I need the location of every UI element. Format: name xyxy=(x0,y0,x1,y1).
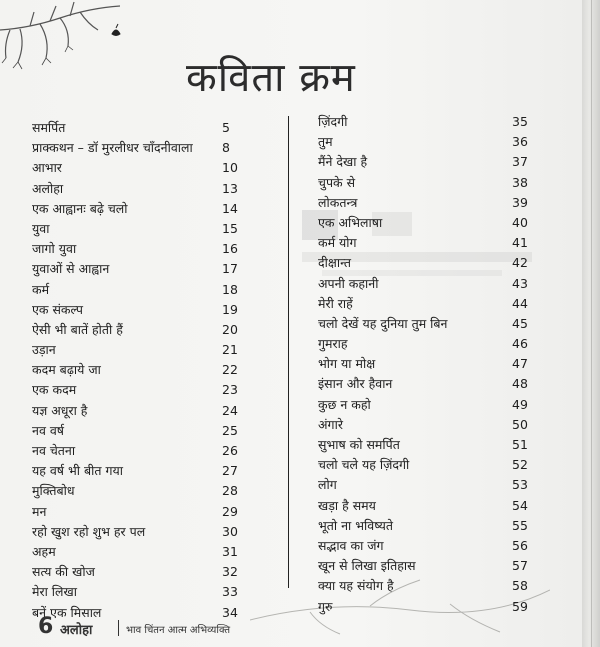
toc-entry-title: प्राक्कथन – डॉ मुरलीधर चाँदनीवाला xyxy=(32,140,193,156)
toc-entry xyxy=(32,380,242,400)
toc-entry-page: 37 xyxy=(512,154,528,170)
toc-entry-title: मैंने देखा है xyxy=(318,154,368,170)
toc-entry xyxy=(318,536,530,556)
toc-entry xyxy=(318,334,530,354)
toc-left-column xyxy=(32,118,242,623)
page-edge-line xyxy=(591,0,592,647)
toc-entry-title: सत्य की खोज xyxy=(32,564,95,580)
toc-entry xyxy=(318,274,530,294)
toc-entry-page: 49 xyxy=(512,396,528,412)
toc-entry xyxy=(318,475,530,495)
toc-entry-title: युवाओं से आह्वान xyxy=(32,261,110,277)
footer-tagline: भाव चिंतन आत्म अभिव्यक्ति xyxy=(126,625,231,636)
toc-entry-page: 29 xyxy=(222,503,238,519)
toc-entry-title: एक कदम xyxy=(32,382,77,398)
toc-entry-page: 41 xyxy=(512,235,528,251)
toc-entry-title: भूतो ना भविष्यते xyxy=(318,517,394,533)
toc-entry xyxy=(318,233,530,253)
toc-entry-title: लोकतन्त्र xyxy=(318,194,358,210)
toc-entry-page: 50 xyxy=(512,416,528,432)
toc-entry-page: 23 xyxy=(222,382,238,398)
toc-entry-title: चलो चले यह ज़िंदगी xyxy=(318,457,410,473)
toc-entry-title: ऐसी भी बातें होती हैं xyxy=(32,321,123,337)
toc-entry-page: 17 xyxy=(222,261,238,277)
toc-entry xyxy=(318,193,530,213)
toc-entry-page: 15 xyxy=(222,220,238,236)
toc-entry-title: एक आह्वानः बढ़े चलो xyxy=(32,200,128,216)
toc-entry-title: मेरी राहें xyxy=(318,295,353,311)
column-divider xyxy=(288,116,289,588)
toc-entry-page: 31 xyxy=(222,543,238,559)
toc-entry-page: 48 xyxy=(512,376,528,392)
toc-entry-title: नव वर्ष xyxy=(32,422,65,438)
toc-entry-page: 13 xyxy=(222,180,238,196)
toc-entry xyxy=(318,415,530,435)
toc-entry xyxy=(32,441,242,461)
toc-entry xyxy=(318,374,530,394)
toc-entry xyxy=(318,213,530,233)
toc-entry xyxy=(32,542,242,562)
toc-entry-page: 39 xyxy=(512,194,528,210)
toc-entry-page: 14 xyxy=(222,200,238,216)
toc-entry xyxy=(318,435,530,455)
toc-entry-page: 34 xyxy=(222,604,238,620)
toc-entry xyxy=(318,354,530,374)
toc-entry-title: यह वर्ष भी बीत गया xyxy=(32,463,124,479)
branch-illustration xyxy=(0,0,140,80)
toc-entry xyxy=(318,516,530,536)
toc-entry-page: 26 xyxy=(222,443,238,458)
toc-entry xyxy=(32,320,242,340)
toc-entry-title: बनें एक मिसाल xyxy=(32,604,102,620)
toc-entry xyxy=(32,502,242,522)
toc-entry-page: 55 xyxy=(512,517,528,533)
toc-entry-title: खड़ा है समय xyxy=(318,497,376,513)
toc-entry xyxy=(32,461,242,481)
toc-entry-title: चुपके से xyxy=(318,174,356,190)
toc-entry-title: भोग या मोक्ष xyxy=(318,356,376,372)
toc-entry-page: 58 xyxy=(512,578,528,594)
toc-entry-title: चलो देखें यह दुनिया तुम बिन xyxy=(318,315,448,331)
toc-entry-title: समर्पित xyxy=(32,120,66,135)
toc-entry-title: इंसान और हैवान xyxy=(318,376,393,392)
toc-entry-page: 36 xyxy=(512,134,528,150)
toc-entry-page: 35 xyxy=(512,114,528,129)
toc-entry xyxy=(32,360,242,380)
toc-entry-page: 47 xyxy=(512,356,528,372)
toc-entry-title: एक संकल्प xyxy=(32,301,83,317)
toc-entry-page: 30 xyxy=(222,523,238,539)
toc-entry-page: 10 xyxy=(222,160,238,176)
toc-entry-title: कुछ न कहो xyxy=(318,396,371,412)
toc-entry xyxy=(318,173,530,193)
toc-entry-page: 42 xyxy=(512,255,528,271)
toc-entry xyxy=(318,253,530,273)
toc-entry-title: मेरा लिखा xyxy=(32,584,77,600)
toc-entry xyxy=(32,300,242,320)
toc-entry-page: 54 xyxy=(512,497,528,513)
toc-entry-title: ज़िंदगी xyxy=(318,114,348,129)
toc-entry xyxy=(318,294,530,314)
toc-entry-title: लोग xyxy=(318,477,337,493)
toc-entry-page: 32 xyxy=(222,564,238,580)
toc-entry-page: 25 xyxy=(222,422,238,438)
toc-entry xyxy=(318,152,530,172)
toc-entry-page: 56 xyxy=(512,537,528,553)
toc-entry xyxy=(32,179,242,199)
toc-entry-page: 27 xyxy=(222,463,238,479)
toc-entry xyxy=(318,395,530,415)
toc-entry xyxy=(32,582,242,602)
toc-entry-title: यज्ञ अधूरा है xyxy=(32,402,88,418)
toc-entry-title: नव चेतना xyxy=(32,443,76,458)
toc-entry-page: 38 xyxy=(512,174,528,190)
footer-book-title: अलोहा xyxy=(60,623,93,638)
toc-entry xyxy=(318,556,530,576)
toc-entry-title: कर्म xyxy=(32,281,50,297)
toc-entry xyxy=(32,481,242,501)
toc-entry xyxy=(32,118,242,138)
toc-entry xyxy=(32,522,242,542)
toc-entry-page: 51 xyxy=(512,437,528,452)
toc-entry xyxy=(32,562,242,582)
toc-entry-title: अहम xyxy=(32,543,56,559)
toc-entry-page: 44 xyxy=(512,295,528,311)
toc-entry-title: गुमराह xyxy=(318,336,348,352)
toc-entry-page: 59 xyxy=(512,598,528,614)
toc-entry-title: मुक्तिबोध xyxy=(32,483,75,499)
toc-entry xyxy=(318,496,530,516)
toc-entry-title: मन xyxy=(32,503,47,519)
bird-icon xyxy=(112,24,120,36)
toc-entry-title: जागो युवा xyxy=(32,241,77,257)
toc-entry-page: 22 xyxy=(222,362,238,378)
toc-entry xyxy=(318,455,530,475)
toc-entry xyxy=(318,314,530,334)
toc-entry-title: कदम बढ़ाये जा xyxy=(32,362,101,378)
toc-entry-title: सुभाष को समर्पित xyxy=(318,437,400,452)
toc-entry-page: 57 xyxy=(512,558,528,574)
toc-entry-page: 19 xyxy=(222,301,238,317)
toc-entry-page: 45 xyxy=(512,315,528,331)
toc-entry-page: 24 xyxy=(222,402,238,418)
toc-entry-title: क्या यह संयोग है xyxy=(318,578,394,594)
toc-right-column xyxy=(318,112,530,617)
toc-entry-title: उड़ान xyxy=(32,342,56,358)
toc-entry-page: 21 xyxy=(222,342,238,358)
toc-entry-title: तुम xyxy=(318,134,333,150)
toc-entry xyxy=(32,421,242,441)
toc-entry-page: 18 xyxy=(222,281,238,297)
toc-entry xyxy=(32,401,242,421)
toc-entry xyxy=(32,138,242,158)
toc-entry-page: 53 xyxy=(512,477,528,493)
page-title: कविता क्रम xyxy=(186,55,356,101)
toc-entry-page: 20 xyxy=(222,321,238,337)
toc-entry-page: 43 xyxy=(512,275,528,291)
toc-entry-title: अलोहा xyxy=(32,180,64,196)
toc-entry-title: दीक्षान्त xyxy=(318,255,352,271)
toc-entry-title: युवा xyxy=(32,220,50,236)
toc-entry-page: 46 xyxy=(512,336,528,352)
toc-entry-title: रहो खुश रहो शुभ हर पल xyxy=(32,523,146,539)
toc-entry-page: 40 xyxy=(512,214,528,230)
toc-entry xyxy=(318,576,530,596)
toc-entry xyxy=(32,199,242,219)
toc-entry xyxy=(318,597,530,617)
toc-entry-page: 16 xyxy=(222,241,238,257)
toc-entry xyxy=(32,158,242,178)
toc-entry-title: खून से लिखा इतिहास xyxy=(318,558,416,574)
toc-entry xyxy=(32,219,242,239)
toc-entry-page: 5 xyxy=(222,120,230,135)
toc-entry-title: कर्म योग xyxy=(318,235,357,251)
toc-entry-title: गुरु xyxy=(318,598,333,614)
toc-entry xyxy=(318,132,530,152)
toc-entry xyxy=(32,340,242,360)
toc-entry-title: अंगारे xyxy=(318,416,343,432)
toc-entry-page: 8 xyxy=(222,140,230,156)
toc-entry xyxy=(318,112,530,132)
toc-entry-page: 28 xyxy=(222,483,238,499)
toc-entry-page: 52 xyxy=(512,457,528,473)
toc-entry xyxy=(32,239,242,259)
toc-entry-title: सद्भाव का जंग xyxy=(318,537,384,553)
toc-entry-title: आभार xyxy=(32,160,62,176)
toc-entry-title: अपनी कहानी xyxy=(318,275,379,291)
toc-entry-page: 33 xyxy=(222,584,238,600)
footer-page-number: 6 xyxy=(38,614,54,639)
footer-separator xyxy=(118,620,119,636)
toc-entry xyxy=(32,280,242,300)
toc-entry xyxy=(32,259,242,279)
toc-entry-title: एक अभिलाषा xyxy=(318,214,383,230)
